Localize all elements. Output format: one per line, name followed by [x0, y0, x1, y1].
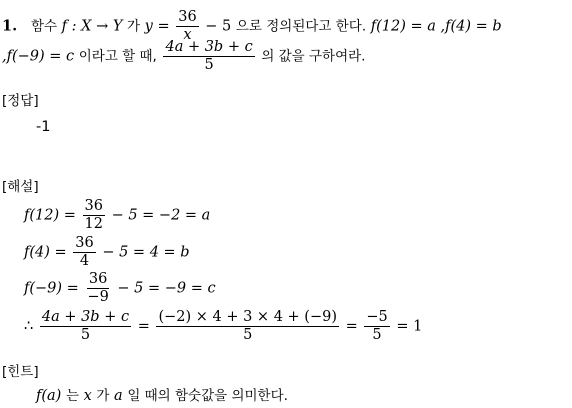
sol2-denominator: 4: [79, 253, 90, 270]
sol1-numerator: 36: [83, 199, 105, 216]
sol2-rhs: − 5 = 4 = b: [102, 244, 190, 261]
problem-eq-denominator: x: [183, 27, 192, 44]
hint-math-3: a: [114, 388, 123, 404]
hint-text-2: 가: [96, 388, 110, 404]
sol4-fraction-1: [40, 310, 131, 343]
problem-func: f : X → Y: [61, 18, 123, 35]
problem-text-b: 가: [127, 18, 141, 35]
sol4-fraction-2: [156, 310, 339, 343]
problem-text-a: 함수: [30, 18, 58, 35]
problem-expr-numerator: 4a + 3b + c: [163, 40, 254, 57]
sol1-fraction: [83, 199, 105, 232]
solution-line-2: [24, 236, 190, 269]
answer-value: -1: [36, 119, 51, 135]
sol2-fraction: [73, 236, 95, 269]
problem-line-2: [2, 40, 365, 73]
sol4-fraction-3: [364, 310, 389, 343]
problem-cond2: ,f(−9) = c: [2, 48, 75, 65]
sol4-f1-denominator: 5: [80, 327, 91, 344]
problem-cond1: f(12) = a ,f(4) = b: [370, 18, 502, 35]
sol2-lhs: f(4) =: [24, 244, 67, 261]
sol2-numerator: 36: [73, 236, 95, 253]
problem-number: 1.: [2, 17, 18, 35]
hint-math-2: x: [83, 388, 92, 404]
problem-eq-rhs: − 5: [205, 18, 232, 35]
answer-label: [정답]: [2, 93, 39, 109]
sol3-lhs: f(−9) =: [24, 280, 79, 297]
problem-expr-denominator: 5: [204, 57, 214, 74]
hint-label: [힌트]: [2, 364, 39, 380]
sol3-denominator: −9: [87, 289, 109, 306]
sol4-f2-numerator: (−2) × 4 + 3 × 4 + (−9): [156, 310, 339, 327]
hint-line: [36, 389, 288, 404]
hint-text-1: 는: [65, 388, 79, 404]
sol4-therefore-symbol: ∴: [24, 318, 34, 335]
problem-expr-fraction: [163, 40, 254, 73]
sol4-equals-1: =: [137, 318, 150, 335]
sol3-fraction: [85, 272, 110, 305]
sol1-rhs: − 5 = −2 = a: [111, 207, 211, 224]
sol4-f1-numerator: 4a + 3b + c: [40, 310, 131, 327]
sol4-result: = 1: [396, 318, 423, 335]
sol1-denominator: 12: [84, 216, 103, 233]
problem-eq-numerator: 36: [176, 10, 198, 27]
sol1-lhs: f(12) =: [24, 207, 76, 224]
solution-label: [해설]: [2, 179, 39, 195]
sol3-numerator: 36: [87, 272, 109, 289]
sol4-f3-denominator: 5: [372, 327, 382, 344]
solution-line-3: [24, 272, 216, 305]
hint-math-1: f(a): [36, 388, 62, 404]
sol3-rhs: − 5 = −9 = c: [117, 280, 216, 297]
problem-text-c: 으로 정의된다고 한다.: [235, 18, 367, 35]
solution-line-1: [24, 199, 210, 232]
solution-line-4: [24, 310, 422, 343]
problem-eq-lhs: y =: [144, 18, 170, 35]
sol4-f3-numerator: −5: [364, 310, 389, 327]
sol4-f2-denominator: 5: [243, 327, 253, 344]
sol4-equals-2: =: [345, 318, 358, 335]
problem-text-d: 이라고 할 때,: [78, 48, 157, 65]
problem-text-e: 의 값을 구하여라.: [261, 48, 366, 65]
hint-text-3: 일 때의 함숫값을 의미한다.: [127, 388, 288, 404]
